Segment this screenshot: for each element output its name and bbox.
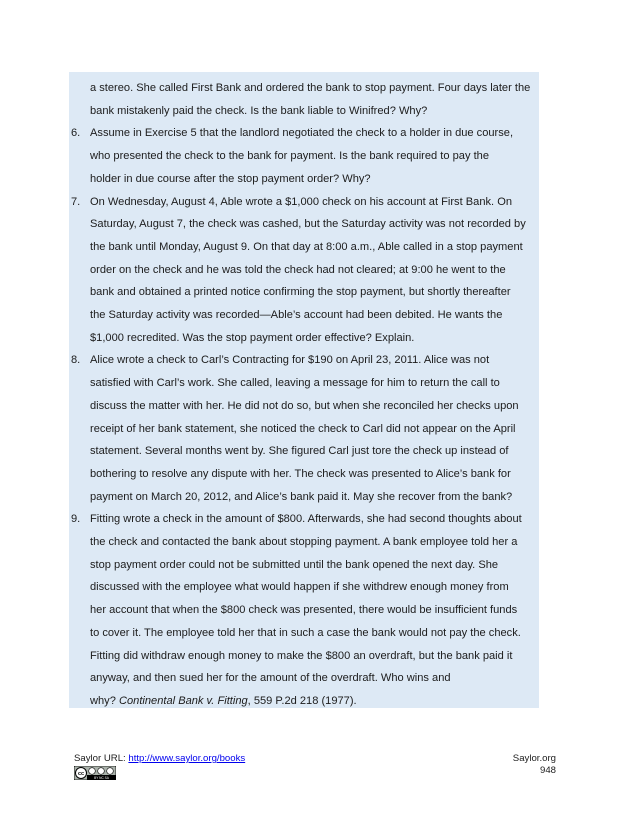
footer-site: Saylor.org [512, 753, 556, 764]
footer-site-info [513, 753, 556, 777]
item-number: 6. [71, 127, 81, 140]
case-name: Continental Bank v. Fitting [118, 694, 248, 707]
page-number: 948 [539, 765, 556, 776]
item-number: 7. [71, 195, 81, 208]
exercise-list [69, 77, 539, 713]
item-text: Assume in Exercise 5 that the landlord negotiated the check to a holder in due course, who presented the check to the bank for payment. Is the bank required to pay the holder in due course after the stop payment order? Why? [90, 127, 514, 185]
item-number: 9. [71, 513, 81, 526]
list-item [69, 122, 539, 190]
item-text [90, 508, 539, 712]
item-number: 8. [71, 354, 81, 367]
list-item [69, 77, 539, 122]
item-text: Alice wrote a check to Carl’s Contracting for $190 on April 23, 2011. Alice was not satisfied with Carl’s work. She called, leaving a message for him to return the call to discuss the matter with her. He did not do so, but when she reconciled her checks upon receipt of her bank statement, she noticed the check to Carl did not appear on the April statement. Several months went by. She figured Carl just tore the check up instead of bothering to resolve any dispute with her. The check was presented to Alice’s bank for payment on March 20, 2012, and Alice’s bank paid it. May she recover from the bank? [90, 354, 519, 503]
footer-url-label: Saylor URL: [74, 753, 129, 764]
item-text-body: Fitting wrote a check in the amount of $800. Afterwards, she had second thoughts about the check and contacted the bank about stopping payment. A bank employee told her a stop payment order could not be submitted until the bank opened the next day. She discussed with the employee what would happen if she withdrew enough money from her account that when the $800 check was presented, there would be insufficient funds to cover it. The employee told her that in such a case the bank would not pay the check. Fitting did withdraw enough money to make the $800 an overdraft, but the bank paid it anyway, and then sued her for the amount of the overdraft. Who wins and why? [90, 513, 522, 707]
footer-source [74, 753, 245, 765]
license-badge-text: BY NC SA [94, 776, 109, 780]
item-text: On Wednesday, August 4, Able wrote a $1,000 check on his account at First Bank. On Saturday, August 7, the check was cashed, but the Saturday activity was not recorded by the bank until Monday, August 9. On that day at 8:00 a.m., Able called in a stop payment order on the check and he was told the check had not cleared; at 9:00 he went to the bank and obtained a printed notice confirming the stop payment, but shortly thereafter the Saturday activity was recorded—Able’s account had been debited. He wants the $1,000 recredited. Was the stop payment order effective? Explain. [90, 195, 526, 344]
svg-text:cc: cc [77, 771, 85, 777]
footer-url-link[interactable]: http://www.saylor.org/books [128, 753, 246, 764]
case-citation: , 559 P.2d 218 (1977). [247, 694, 357, 707]
list-item [69, 508, 539, 712]
creative-commons-license-icon [74, 766, 116, 780]
list-item [69, 349, 539, 508]
item-text: a stereo. She called First Bank and ordered the bank to stop payment. Four days later the bank mistakenly paid the check. Is the bank liable to Winifred? Why? [90, 82, 531, 117]
list-item [69, 191, 539, 350]
